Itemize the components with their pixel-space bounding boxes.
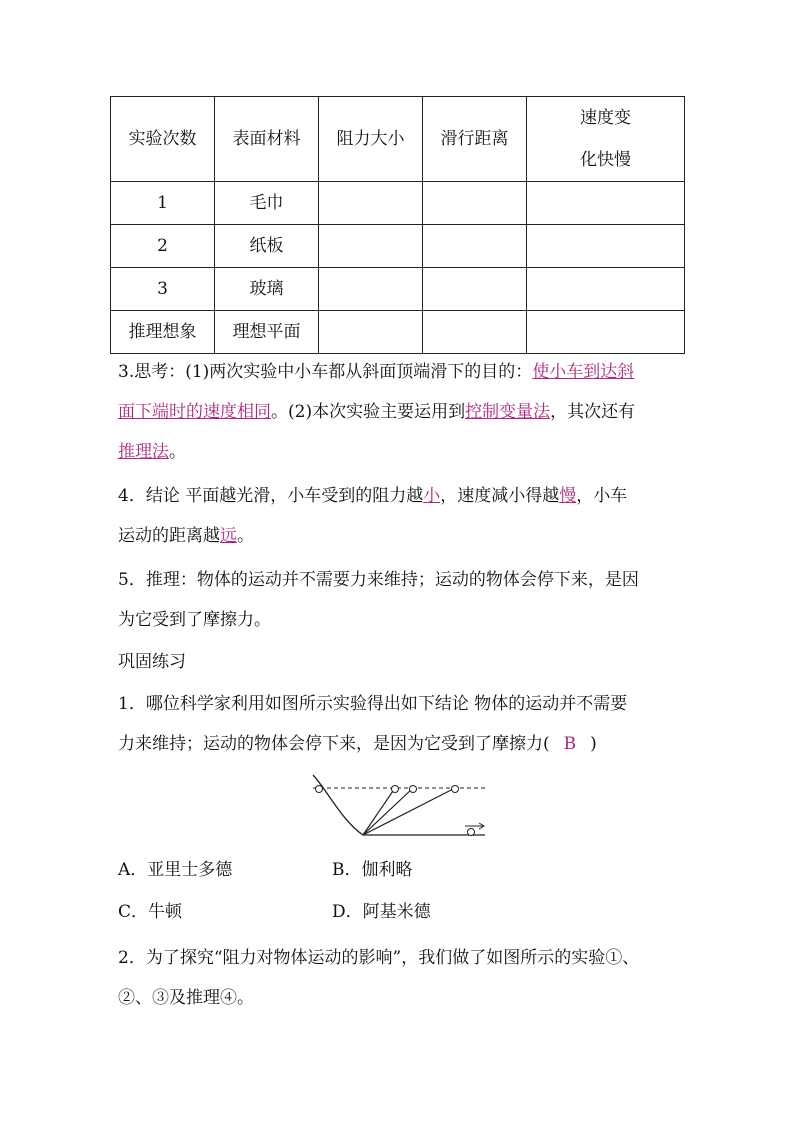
q3-answer-3: 推理法 [118,442,169,462]
q4-part-2: ，速度减小得越 [440,486,560,506]
table-cell: 推理想象 [111,311,215,354]
question-3 [118,352,684,472]
ball [410,786,417,793]
table-cell: 玻璃 [215,268,319,311]
table-cell: 纸板 [215,225,319,268]
q3-answer-1a: 使小车到达斜 [532,362,635,382]
header-cell: 表面材料 [215,97,319,182]
table-cell: 理想平面 [215,311,319,354]
q5-line-2: 为它受到了摩擦力。 [118,610,271,630]
table-cell [527,311,685,354]
ball [316,786,323,793]
table-cell [527,182,685,225]
ball [468,829,475,836]
table-row [111,225,685,268]
ball [452,786,459,793]
table-cell: 毛巾 [215,182,319,225]
option-a: A．亚里士多德 [118,860,233,880]
header-cell: 实验次数 [111,97,215,182]
ex2-line-2: ②、③及推理④。 [118,988,254,1008]
q4-part-5: 。 [237,526,254,546]
table-cell [319,268,423,311]
table-cell [319,182,423,225]
incline-diagram [305,772,491,842]
q4-part-1: 4．结论 平面越光滑，小车受到的阻力越 [118,486,424,506]
q3-end: 。 [169,442,186,462]
question-5 [118,560,684,640]
slope-line-1 [363,788,395,835]
table-cell [423,182,527,225]
table-cell: 2 [111,225,215,268]
q3-prefix: 3.思考：(1)两次实验中小车都从斜面顶端滑下的目的： [118,362,533,382]
header-cell-line: 化快慢 [580,150,631,170]
table-cell [423,225,527,268]
table-row [111,182,685,225]
slope-line-2 [363,788,413,835]
option-b: B．伽利略 [332,860,413,880]
header-cell: 滑行距离 [423,97,527,182]
table-cell [319,311,423,354]
q4-answer-3: 远 [220,526,237,546]
table-cell: 1 [111,182,215,225]
q3-mid: 。(2)本次实验主要运用到 [271,402,466,422]
header-cell: 阻力大小 [319,97,423,182]
section-title: 巩固练习 [118,652,186,672]
curved-slope [313,775,363,835]
q4-part-4: 运动的距离越 [118,526,220,546]
question-4 [118,476,684,556]
ball [392,786,399,793]
table-cell [423,268,527,311]
table-cell [527,225,685,268]
q4-answer-1: 小 [423,486,441,506]
q4-answer-2: 慢 [559,486,577,506]
header-cell-line: 速度变 [580,108,631,128]
ex2-line-1: 2．为了探究“阻力对物体运动的影响”，我们做了如图所示的实验①、 [118,948,640,968]
table-header-row [111,97,685,182]
table-cell [527,268,685,311]
option-d: D．阿基米德 [332,902,431,922]
ex1-close: ) [590,734,597,754]
header-cell [527,97,685,182]
q3-answer-2: 控制变量法 [465,402,551,422]
table-cell: 3 [111,268,215,311]
table-row [111,311,685,354]
table-row [111,268,685,311]
exercise-1 [118,684,684,764]
option-c: C．牛顿 [118,902,183,922]
experiment-table [110,96,685,354]
exercise-2 [118,938,684,1018]
q3-answer-1b: 面下端时的速度相同 [118,402,271,422]
ex1-line-1: 1．哪位科学家利用如图所示实验得出如下结论 物体的运动并不需要 [118,694,628,714]
q5-line-1: 5．推理：物体的运动并不需要力来维持；运动的物体会停下来，是因 [118,570,639,590]
q4-part-3: ，小车 [576,486,628,506]
slope-line-3 [363,788,455,835]
table-cell [319,225,423,268]
ex1-line-2: 力来维持；运动的物体会停下来，是因为它受到了摩擦力( [118,734,550,754]
q3-mid2: ，其次还有 [550,402,636,422]
table-cell [423,311,527,354]
ex1-answer: B [563,734,577,754]
